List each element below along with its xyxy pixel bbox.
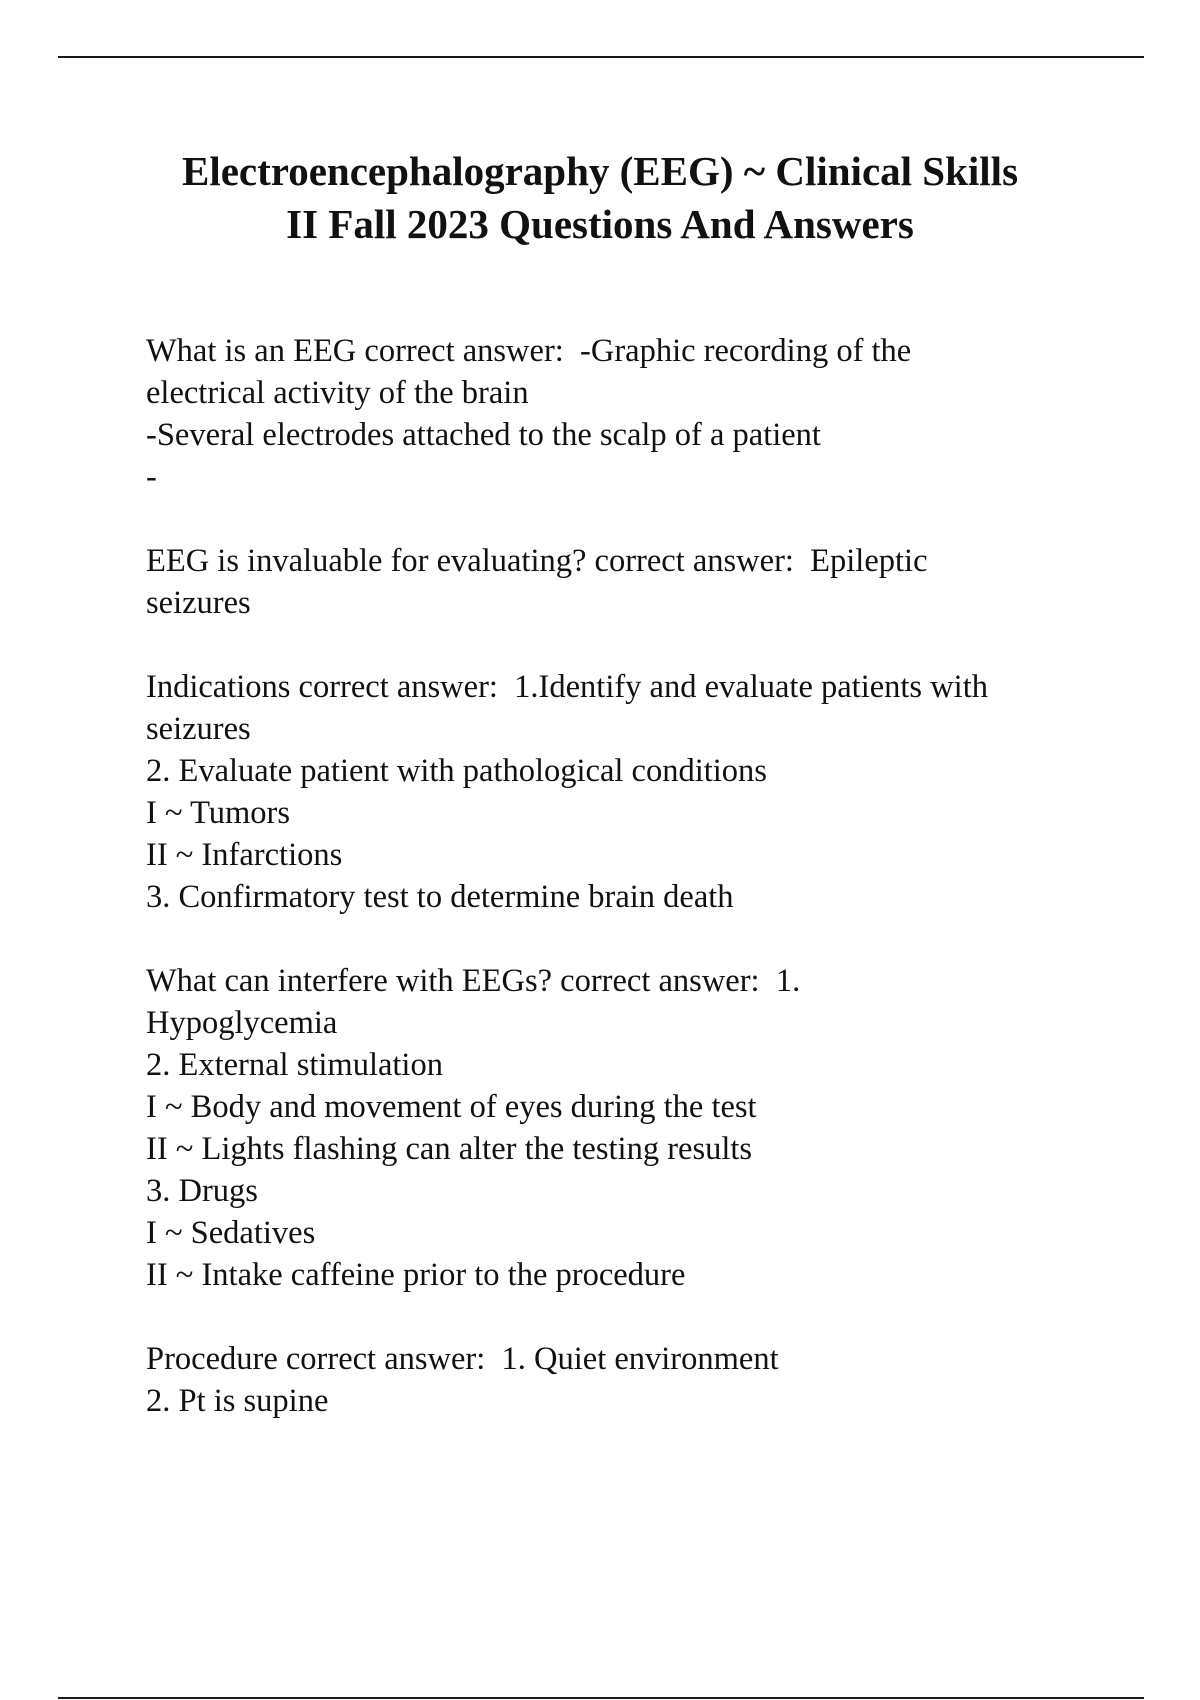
- qa-line: What is an EEG correct answer: -Graphic recording of the: [146, 333, 912, 369]
- qa-item-indications: [146, 666, 1146, 918]
- qa-line: 3. Drugs: [146, 1173, 258, 1209]
- qa-content: [146, 330, 1146, 1422]
- top-rule: [58, 56, 1144, 58]
- qa-item-interference: [146, 960, 1146, 1296]
- qa-line: -: [146, 459, 157, 495]
- qa-item-procedure: [146, 1338, 1146, 1422]
- qa-line: II ~ Infarctions: [146, 837, 343, 873]
- qa-line: I ~ Sedatives: [146, 1215, 316, 1251]
- qa-line: I ~ Tumors: [146, 795, 291, 831]
- qa-line: What can interfere with EEGs? correct answer: 1.: [146, 963, 801, 999]
- qa-line: 2. Pt is supine: [146, 1383, 329, 1419]
- qa-line: seizures: [146, 711, 251, 747]
- title-line-2: II Fall 2023 Questions And Answers: [286, 201, 914, 247]
- qa-line: 2. Evaluate patient with pathological conditions: [146, 753, 767, 789]
- qa-line: II ~ Intake caffeine prior to the procedure: [146, 1257, 686, 1293]
- qa-line: electrical activity of the brain: [146, 375, 529, 411]
- qa-line: Indications correct answer: 1.Identify and evaluate patients with: [146, 669, 988, 705]
- qa-item-what-is-eeg: [146, 330, 1146, 498]
- title-line-1: Electroencephalography (EEG) ~ Clinical Skills: [181, 148, 1019, 194]
- qa-item-invaluable-for: [146, 540, 1146, 624]
- qa-line: 2. External stimulation: [146, 1047, 443, 1083]
- qa-line: -Several electrodes attached to the scalp of a patient: [146, 417, 821, 453]
- qa-line: Procedure correct answer: 1. Quiet environment: [146, 1341, 779, 1377]
- qa-line: II ~ Lights flashing can alter the testing results: [146, 1131, 753, 1167]
- qa-line: seizures: [146, 585, 251, 621]
- qa-line: EEG is invaluable for evaluating? correct answer: Epileptic: [146, 543, 928, 579]
- qa-line: I ~ Body and movement of eyes during the test: [146, 1089, 757, 1125]
- qa-line: 3. Confirmatory test to determine brain death: [146, 879, 734, 915]
- qa-line: Hypoglycemia: [146, 1005, 338, 1041]
- page-title: [0, 145, 1200, 251]
- bottom-rule: [58, 1697, 1144, 1699]
